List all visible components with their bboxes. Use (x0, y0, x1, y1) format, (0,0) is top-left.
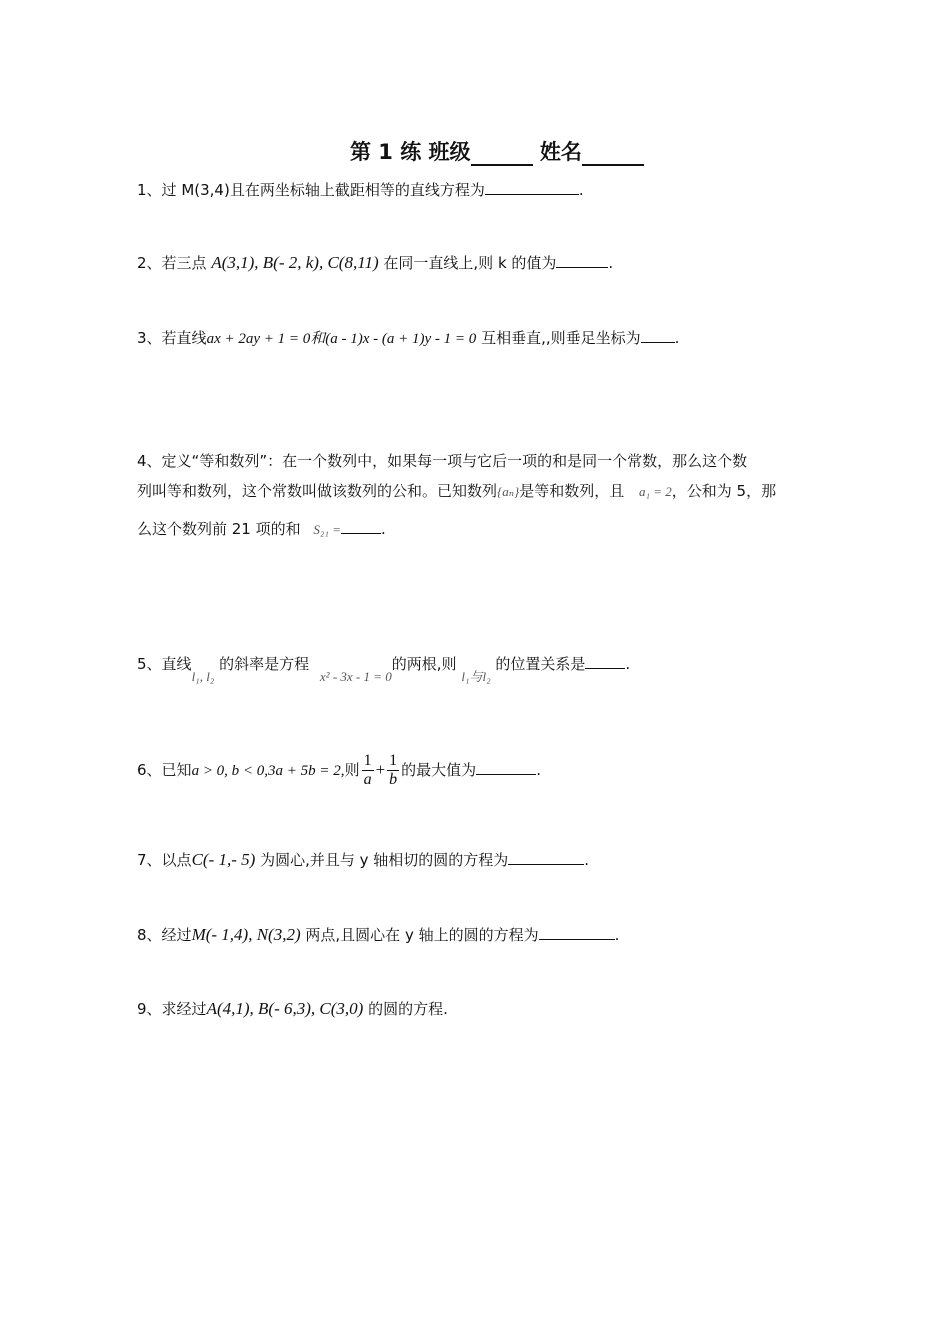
question-1 (137, 176, 584, 203)
question-number: 5、 (137, 655, 162, 673)
lines-symbol: l₁, l₂ (191, 669, 215, 684)
question-number: 7、 (137, 851, 162, 869)
sequence-symbol: {aₙ} (497, 484, 520, 499)
fraction-1-over-a (362, 752, 374, 789)
question-text: 的位置关系是 (495, 655, 586, 673)
question-5 (137, 650, 631, 684)
name-blank[interactable] (582, 142, 644, 166)
question-text: 是等和数列，且 (519, 482, 625, 500)
question-text: 互相垂直,,则垂足坐标为 (481, 329, 641, 347)
answer-blank[interactable] (556, 249, 608, 268)
math-expression: ax + 2ay + 1 = 0和(a - 1)x - (a + 1)y - 1 = 0 (206, 331, 477, 347)
question-number: 8、 (137, 926, 162, 944)
question-period: . (380, 520, 386, 538)
question-text: 两点,且圆心在 y 轴上的圆的方程为 (305, 926, 539, 944)
answer-blank[interactable] (641, 324, 675, 343)
question-text: 求经过 (161, 1000, 207, 1018)
question-period: . (608, 254, 614, 272)
question-text: 定义“等和数列”：在一个数列中，如果每一项与它后一项的和是同一个常数，那么这个数 (161, 452, 748, 470)
question-text: 已知 (161, 761, 192, 779)
question-period: . (674, 329, 680, 347)
lines-relation-expression: l₁与l₂ (461, 669, 491, 684)
question-text: 直线 (161, 655, 192, 673)
question-text: 则 (344, 763, 360, 779)
math-expression: A(4,1), B(- 6,3), C(3,0) (206, 999, 364, 1018)
question-number: 1、 (137, 181, 162, 199)
question-2 (137, 249, 613, 276)
question-number: 4、 (137, 452, 162, 470)
question-7 (137, 846, 589, 873)
answer-blank[interactable] (341, 515, 381, 534)
question-text: 经过 (161, 926, 192, 944)
first-term-expression: a₁ = 2 (638, 484, 672, 499)
answer-blank[interactable] (539, 921, 615, 940)
question-number: 2、 (137, 254, 162, 272)
math-expression: M(- 1,4), N(3,2) (191, 925, 301, 944)
question-text: 的斜率是方程 (219, 655, 310, 673)
question-8 (137, 921, 619, 948)
title-name-label: 姓名 (539, 140, 582, 164)
question-period: . (614, 926, 620, 944)
answer-blank[interactable] (476, 756, 536, 775)
page-title (350, 136, 644, 166)
question-period: . (625, 655, 631, 673)
question-text: 的圆的方程. (368, 1000, 448, 1018)
question-4 (137, 448, 776, 543)
question-period: . (584, 851, 590, 869)
fraction-denominator: a (363, 771, 372, 788)
fraction-numerator: 1 (363, 752, 372, 769)
title-class-label: 第 1 练 班级 (350, 140, 471, 164)
math-expression: C(- 1,- 5) (191, 850, 256, 869)
sum-expression: S₂₁ = (313, 522, 341, 537)
question-number: 6、 (137, 761, 162, 779)
answer-blank[interactable] (485, 176, 579, 195)
fraction-denominator: b (389, 771, 398, 788)
class-blank[interactable] (471, 142, 533, 166)
answer-blank[interactable] (508, 846, 584, 865)
question-text: 以点 (161, 851, 192, 869)
question-period: . (578, 181, 584, 199)
fraction-numerator: 1 (389, 752, 398, 769)
math-condition: a > 0, b < 0,3a + 5b = 2, (191, 763, 345, 779)
question-text: 列叫等和数列，这个常数叫做该数列的公和。已知数列 (137, 482, 498, 500)
question-text: 在同一直线上,则 k 的值为 (383, 254, 557, 272)
question-text: 若三点 (161, 254, 207, 272)
question-text: 的最大值为 (401, 761, 477, 779)
question-text: 么这个数列前 21 项的和 (137, 520, 301, 538)
plus-sign: + (375, 760, 386, 779)
question-number: 9、 (137, 1000, 162, 1018)
math-equation: x² - 3x - 1 = 0 (319, 669, 392, 684)
question-period: . (536, 761, 541, 779)
fraction-1-over-b (387, 752, 399, 789)
question-text: 若直线 (161, 329, 207, 347)
question-text: 过 M(3,4)且在两坐标轴上截距相等的直线方程为 (161, 181, 485, 199)
question-text: ，公和为 5，那 (671, 482, 777, 500)
math-expression: A(3,1), B(- 2, k), C(8,11) (211, 253, 379, 272)
question-3 (137, 324, 679, 352)
question-6 (137, 750, 541, 791)
question-text: 的两根,则 (391, 655, 457, 673)
question-9 (137, 996, 448, 1022)
question-text: 为圆心,并且与 y 轴相切的圆的方程为 (260, 851, 509, 869)
answer-blank[interactable] (585, 650, 625, 669)
question-number: 3、 (137, 329, 162, 347)
